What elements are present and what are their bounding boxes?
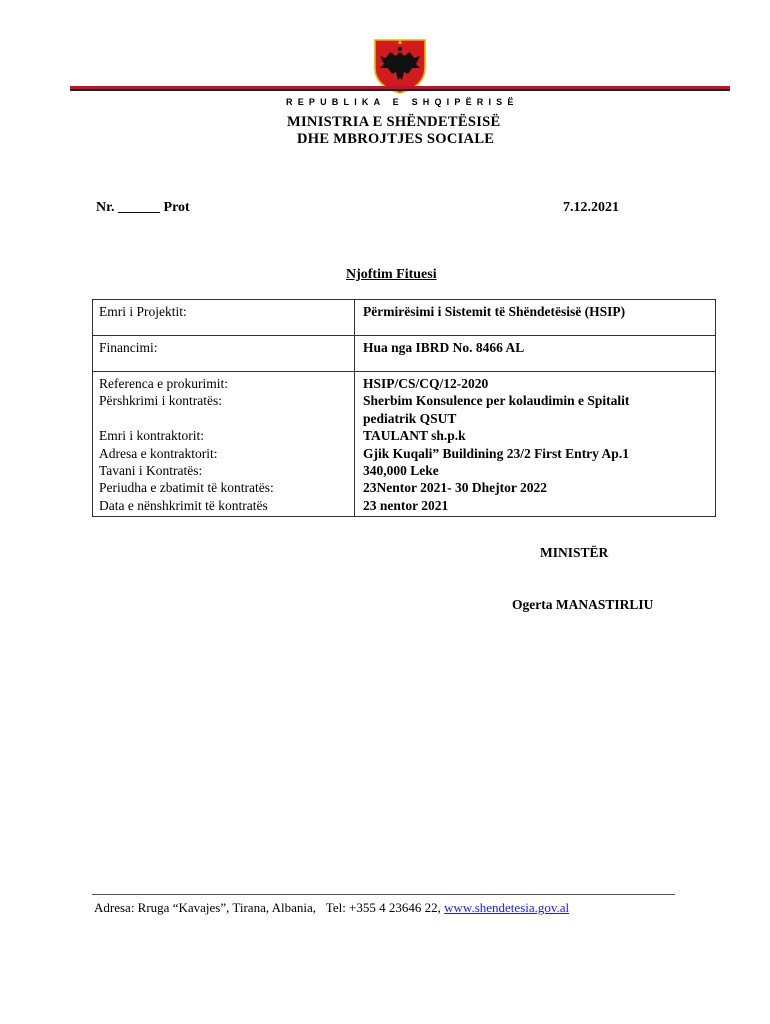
row-label: Emri i Projektit: <box>99 304 187 319</box>
ministry-name-line2: DHE MBROJTJES SOCIALE <box>297 131 495 147</box>
signatory-role: MINISTËR <box>540 545 609 560</box>
footer-address: Adresa: Rruga “Kavajes”, Tirana, Albania, <box>94 900 317 915</box>
table-cell-label <box>93 300 355 336</box>
row-label: Adresa e kontraktorit: <box>99 445 218 461</box>
table-cell-label <box>93 372 355 517</box>
row-label: Referenca e prokurimit: <box>99 376 228 391</box>
table-cell-value <box>355 300 716 336</box>
table-cell-value <box>355 336 716 372</box>
row-value: 23 nentor 2021 <box>363 497 449 513</box>
row-label: Tavani i Kontratës: <box>99 462 203 478</box>
footer <box>94 900 569 916</box>
emblem-icon <box>366 34 434 94</box>
row-label: Financimi: <box>99 340 158 355</box>
republic-name: REPUBLIKA E SHQIPËRISË <box>286 97 519 107</box>
ministry-name-line1: MINISTRIA E SHËNDETËSISË <box>287 114 501 130</box>
table-row <box>93 336 716 372</box>
row-value: Përmirësimi i Sistemit të Shëndetësisë (HSIP) <box>363 304 626 319</box>
row-value: HSIP/CS/CQ/12-2020 <box>363 376 489 391</box>
footer-phone: Tel: +355 4 23646 22, <box>325 900 441 915</box>
row-value: 23Nentor 2021- 30 Dhejtor 2022 <box>363 480 547 496</box>
contract-info-table <box>92 299 716 517</box>
row-value: Hua nga IBRD No. 8466 AL <box>363 340 525 355</box>
row-value: TAULANT sh.p.k <box>363 428 466 444</box>
row-label: Përshkrimi i kontratës: <box>99 393 222 409</box>
table-cell-label <box>93 336 355 372</box>
row-label: Data e nënshkrimit të kontratës <box>99 497 268 513</box>
protocol-number: Nr. ______ Prot <box>96 200 190 215</box>
row-value: pediatrik QSUT <box>363 410 457 426</box>
row-label: Periudha e zbatimit të kontratës: <box>99 480 274 496</box>
footer-divider <box>92 894 675 895</box>
header-black-rule <box>70 89 730 91</box>
row-value: Sherbim Konsulence per kolaudimin e Spitalit <box>363 393 630 409</box>
document-date: 7.12.2021 <box>563 200 619 215</box>
row-label: Emri i kontraktorit: <box>99 428 204 444</box>
document-title: Njoftim Fituesi <box>346 267 437 282</box>
row-value: 340,000 Leke <box>363 462 439 478</box>
table-row <box>93 300 716 336</box>
signatory-name: Ogerta MANASTIRLIU <box>512 597 654 612</box>
row-value: Gjik Kuqali” Buildining 23/2 First Entry Ap.1 <box>363 445 629 461</box>
website-link[interactable]: www.shendetesia.gov.al <box>444 900 570 915</box>
table-row <box>93 372 716 517</box>
row-label <box>99 410 350 427</box>
table-cell-value <box>355 372 716 517</box>
